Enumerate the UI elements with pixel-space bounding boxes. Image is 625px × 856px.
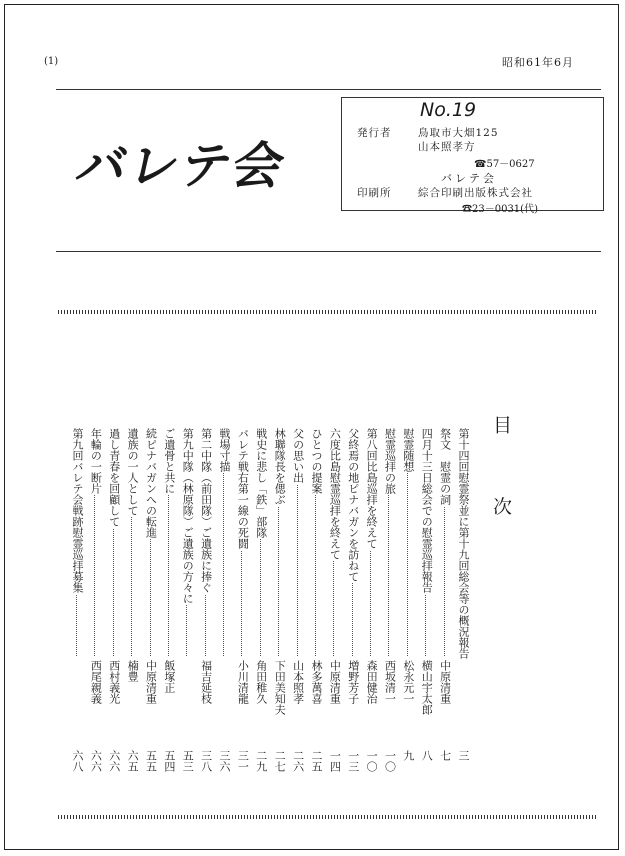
toc-entry-title: ご遺骨と共に xyxy=(162,428,176,494)
toc-entry-page: 七 xyxy=(438,750,452,761)
toc-entry-title: 慰霊巡拝の旅 xyxy=(383,428,397,494)
toc-entry-author: 下田美知夫 xyxy=(273,660,287,715)
toc-entry-title: 第十四回慰霊祭並に第十九回総会等の概況報告 xyxy=(457,428,470,659)
publisher-label: 発行者 xyxy=(357,127,392,139)
toc-entry-page: 六五 xyxy=(126,750,140,772)
toc-entry-author: 中原清重 xyxy=(328,660,342,704)
toc-entry xyxy=(419,428,433,780)
toc-entry xyxy=(346,428,360,780)
toc-entry-title: 第九中隊（林原隊）ご遺族の方々に xyxy=(181,428,195,604)
toc-entry-title: 戦史に悲し「鉄」部隊 xyxy=(254,428,268,538)
toc-entry-title: 慰霊随想 xyxy=(401,428,415,472)
toc-entry-page: 二五 xyxy=(309,750,323,772)
toc-entry xyxy=(364,428,378,780)
toc-entry xyxy=(254,428,268,780)
toc-entry xyxy=(291,428,305,780)
toc-entry xyxy=(309,428,323,780)
toc-entry-page: 五四 xyxy=(162,750,176,772)
toc-entry xyxy=(438,428,452,780)
toc-entry-page: 二六 xyxy=(291,750,305,772)
toc-entry-author: 山本照孝 xyxy=(291,660,305,704)
hatched-rule-bottom xyxy=(58,815,596,819)
toc-entry-author: 中原清重 xyxy=(144,660,158,704)
toc-entry xyxy=(382,428,396,780)
toc-entry-title: 六度比島慰霊巡拝を終えて xyxy=(328,428,342,560)
toc-entry-page: 八 xyxy=(420,750,434,761)
toc-entry-title: 戦場寸描 xyxy=(218,428,232,472)
issue-date: 昭和61年6月 xyxy=(502,56,574,69)
toc-entry-page: 三八 xyxy=(199,750,213,772)
toc-entry-author: 森田健治 xyxy=(365,660,379,704)
toc-entry xyxy=(235,428,249,780)
toc-entry-page: 三一 xyxy=(236,750,250,772)
printer-phone: ☎23－0031(代) xyxy=(462,204,538,215)
toc-entry-page: 三 xyxy=(457,750,470,761)
toc-entry xyxy=(125,428,139,780)
toc-entry-title: 林聯隊長を偲ぶ xyxy=(273,428,287,505)
toc-entry-author: 飯塚正 xyxy=(162,660,176,693)
toc-entry-author: 増野芳子 xyxy=(346,660,360,704)
toc-entry-author: 西村義光 xyxy=(107,660,121,704)
newsletter-title: バレテ会 xyxy=(70,137,292,195)
publisher-address: 鳥取市大畑125 xyxy=(418,127,499,139)
toc-entry-title: 父の思い出 xyxy=(291,428,305,483)
toc-entry-page: 九 xyxy=(401,750,415,761)
issue-number: No.19 xyxy=(420,99,477,121)
hatched-rule-top xyxy=(58,310,596,314)
publisher-phone: ☎57－0627 xyxy=(474,159,535,170)
toc-entry-page: 一〇 xyxy=(365,750,379,772)
toc-entry-title: バレテ戦右第一線の死闘 xyxy=(236,428,250,549)
toc-entry-author: 西坂清一 xyxy=(383,660,397,704)
toc-entry-author: 松永元一 xyxy=(401,660,415,704)
toc-entry xyxy=(107,428,121,780)
toc-entry xyxy=(88,428,102,780)
printer-name: 綜合印刷出版株式会社 xyxy=(418,187,533,199)
page-number: (1) xyxy=(44,56,59,67)
toc-entry-page: 一三 xyxy=(346,750,360,772)
toc-entry-title: ひとつの提案 xyxy=(309,428,323,494)
toc-entry-title: 祭文 慰霊の詞 xyxy=(438,428,452,505)
toc-entry-page: 二九 xyxy=(254,750,268,772)
toc-entry xyxy=(199,428,213,780)
toc-entry-title: 過し青春を回顧して xyxy=(107,428,121,527)
toc-entry-author: 角田稚久 xyxy=(254,660,268,704)
toc-entry xyxy=(456,428,470,780)
publisher-person: 山本照孝方 xyxy=(418,141,476,153)
toc-entry-author: 楠豊 xyxy=(126,660,140,682)
toc-heading: 目 次 xyxy=(490,415,512,544)
toc-entry-page: 六八 xyxy=(71,750,84,772)
toc-entry-title: 年輪の一断片 xyxy=(89,428,103,494)
toc-entry-title: 第八回比島巡拝を終えて xyxy=(365,428,379,549)
toc-entry-title: 遺族の一人として xyxy=(126,428,140,516)
toc-entry-page: 一〇 xyxy=(383,750,397,772)
toc-entry-page: 六六 xyxy=(107,750,121,772)
top-rule xyxy=(56,89,601,90)
toc-entry-page: 五三 xyxy=(181,750,195,772)
middle-rule xyxy=(56,251,601,252)
toc-entry-title: 第九回バレテ会戦跡慰霊巡拝募集 xyxy=(71,428,84,593)
toc-entry-page: 三六 xyxy=(218,750,232,772)
toc-entry xyxy=(272,428,286,780)
toc-entry-title: 第二中隊（前田隊）ご遺族に捧ぐ xyxy=(199,428,213,593)
toc-entry-title: 続ピナバガンへの転進 xyxy=(144,428,158,538)
toc-entry xyxy=(70,428,84,780)
toc-entry xyxy=(162,428,176,780)
toc-entry-author: 横山宇太郎 xyxy=(420,660,434,715)
toc-entry xyxy=(180,428,194,780)
publisher-org: バレテ会 xyxy=(441,172,497,185)
toc-entry-author: 林多萬喜 xyxy=(309,660,323,704)
toc-entry-author: 中原清重 xyxy=(438,660,452,704)
toc-entry-author: 西尾親義 xyxy=(89,660,103,704)
toc-entry-author: 小川清龍 xyxy=(236,660,250,704)
toc-entry-title: 父終焉の地ピナバガンを訪ねて xyxy=(346,428,360,582)
toc-entry xyxy=(327,428,341,780)
toc-entry-author: 福吉延枝 xyxy=(199,660,213,704)
toc-entry xyxy=(144,428,158,780)
toc-entry-page: 一四 xyxy=(328,750,342,772)
printer-label: 印刷所 xyxy=(357,187,392,199)
toc-entry-page: 五五 xyxy=(144,750,158,772)
toc-entry-title: 四月十三日総会での慰霊巡拝報告 xyxy=(420,428,434,593)
toc-entry-page: 六六 xyxy=(89,750,103,772)
toc-entry-page: 二七 xyxy=(273,750,287,772)
toc-entry xyxy=(217,428,231,780)
toc-entry xyxy=(401,428,415,780)
